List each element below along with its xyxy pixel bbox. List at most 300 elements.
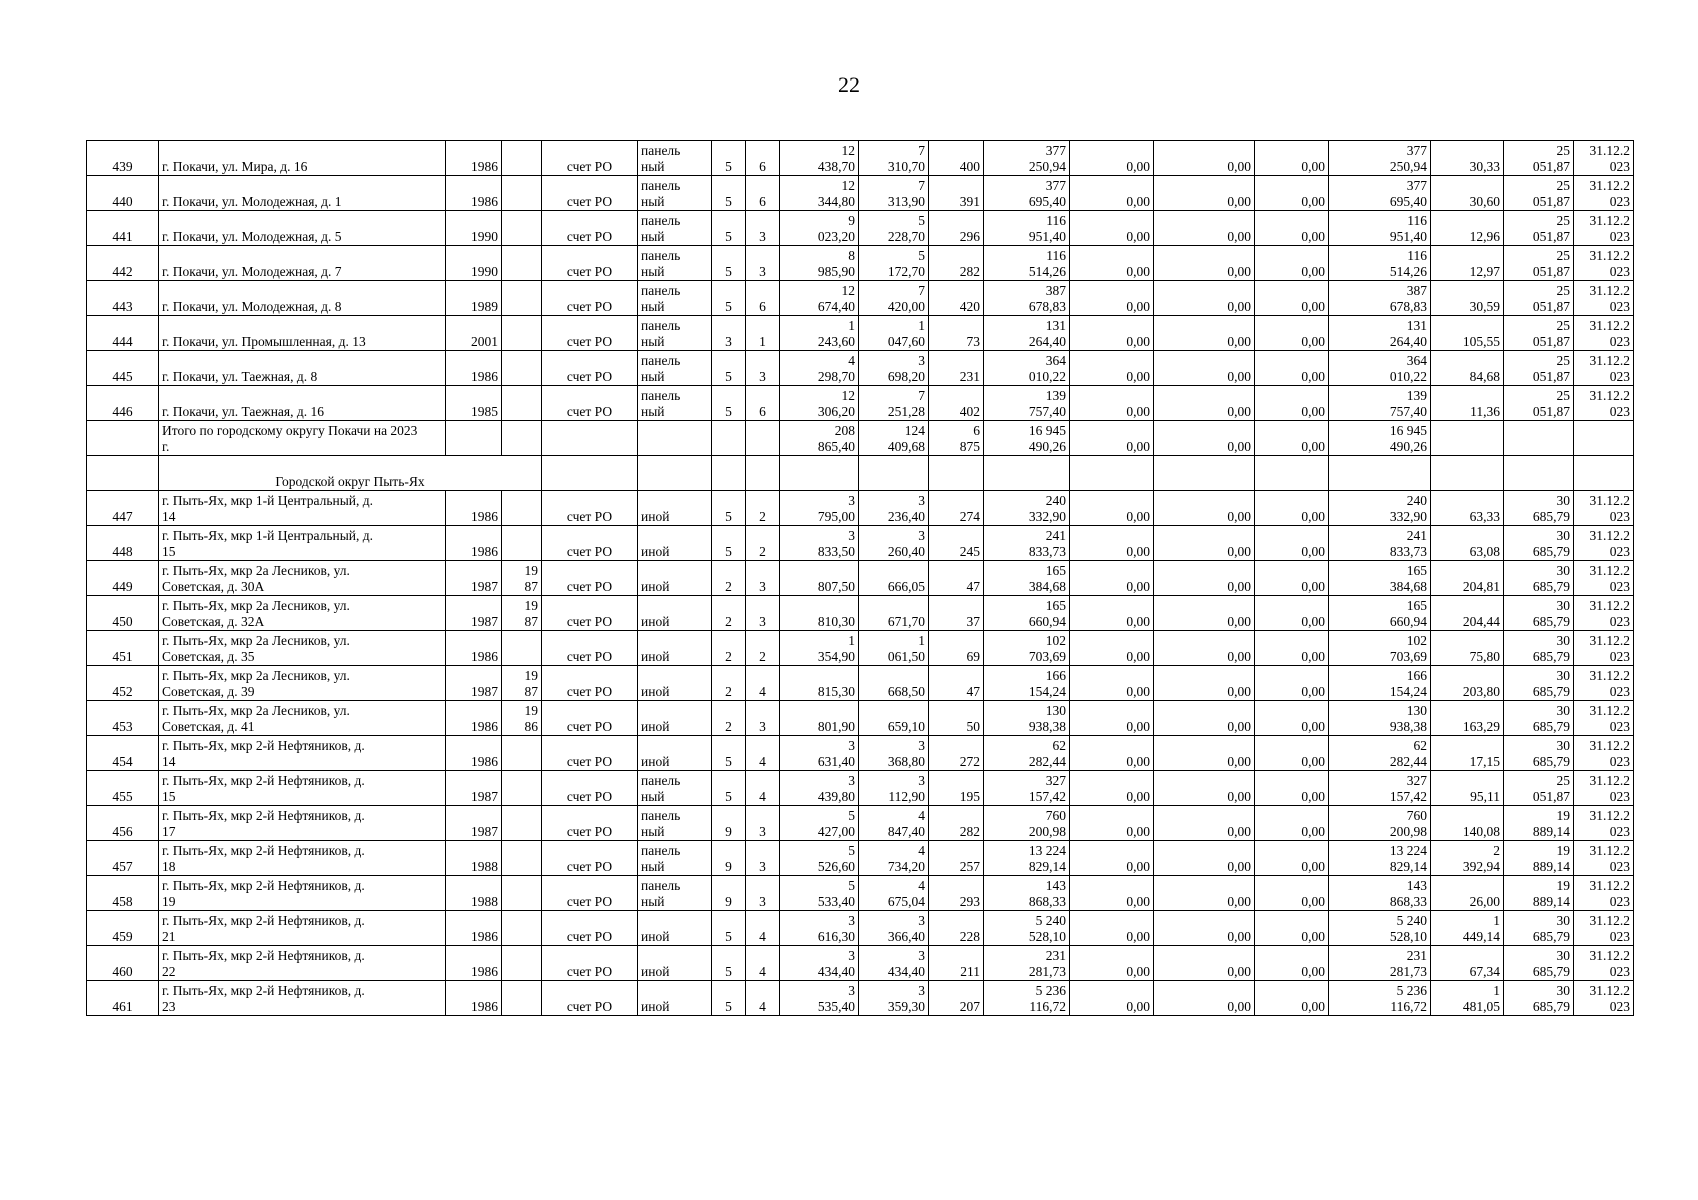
cell-owner-funds-text: 116 514,26 <box>1389 248 1427 279</box>
cell-row-number-text: 443 <box>112 299 133 314</box>
subtotal-local-funds <box>1255 421 1329 456</box>
cell-local-funds <box>1255 281 1329 316</box>
cell-address <box>159 561 446 596</box>
cell-year-commissioned <box>502 736 542 771</box>
cell-regional-funds <box>1154 911 1255 946</box>
cell-regional-funds <box>1154 561 1255 596</box>
cell-row-number-text: 441 <box>112 229 133 244</box>
cell-deadline <box>1574 736 1634 771</box>
cell-local-funds-text: 0,00 <box>1301 894 1325 909</box>
cell-entrances-text: 6 <box>759 404 766 419</box>
cell-cost-limit-text: 30 685,79 <box>1532 703 1570 734</box>
cell-cost-per-sqm-text: 204,44 <box>1462 614 1500 629</box>
cell-total-area-text: 5 526,60 <box>817 843 855 874</box>
cell-funding-method <box>542 596 638 631</box>
cell-cost-per-sqm <box>1431 841 1504 876</box>
cell-living-area-text: 3 112,90 <box>888 773 925 804</box>
cell-entrances-text: 4 <box>759 964 766 979</box>
cell-total-cost <box>984 176 1070 211</box>
cell-total-cost <box>984 561 1070 596</box>
cell-floors-text: 3 <box>725 334 732 349</box>
cell-cost-per-sqm <box>1431 316 1504 351</box>
cell-residents <box>929 491 984 526</box>
cell-year-built <box>446 631 502 666</box>
cell-empty <box>542 456 638 491</box>
cell-total-cost-text: 139 757,40 <box>1028 388 1066 419</box>
cell-address <box>159 246 446 281</box>
cell-wall-material <box>638 771 712 806</box>
cell-deadline-text: 31.12.2 023 <box>1589 493 1630 524</box>
cell-year-built <box>446 141 502 176</box>
cell-local-funds-text: 0,00 <box>1301 684 1325 699</box>
cell-owner-funds-text: 387 678,83 <box>1389 283 1427 314</box>
cell-living-area-text: 5 228,70 <box>887 213 925 244</box>
cell-regional-funds-text: 0,00 <box>1227 999 1251 1014</box>
cell-residents-text: 47 <box>966 579 980 594</box>
cell-residents-text: 293 <box>959 894 980 909</box>
cell-row-number-text: 460 <box>112 964 133 979</box>
cell-entrances <box>746 946 780 981</box>
cell-regional-funds <box>1154 736 1255 771</box>
cell-entrances <box>746 631 780 666</box>
cell-year-commissioned <box>502 561 542 596</box>
cell-floors-text: 5 <box>725 789 732 804</box>
cell-regional-funds-text: 0,00 <box>1227 509 1251 524</box>
cell-federal-funds <box>1070 316 1154 351</box>
cell-empty <box>1255 456 1329 491</box>
cell-federal-funds <box>1070 491 1154 526</box>
cell-cost-limit <box>1504 351 1574 386</box>
cell-funding-method-text: счет РО <box>566 264 613 279</box>
cell-entrances-text: 3 <box>759 894 766 909</box>
cell-funding-method <box>542 386 638 421</box>
cell-deadline-text: 31.12.2 023 <box>1589 983 1630 1014</box>
cell-federal-funds <box>1070 806 1154 841</box>
cell-year-built-text: 1989 <box>471 299 498 314</box>
cell-federal-funds <box>1070 911 1154 946</box>
cell-cost-per-sqm <box>1431 876 1504 911</box>
cell-year-built <box>446 876 502 911</box>
cell-funding-method-text: счет РО <box>566 159 613 174</box>
cell-entrances-text: 2 <box>759 509 766 524</box>
cell-cost-limit <box>1504 701 1574 736</box>
cell-regional-funds-text: 0,00 <box>1227 369 1251 384</box>
cell-address <box>159 666 446 701</box>
cell-cost-limit-text: 25 051,87 <box>1532 773 1570 804</box>
cell-floors <box>712 701 746 736</box>
cell-residents <box>929 176 984 211</box>
cell-entrances <box>746 281 780 316</box>
cell-total-area <box>780 771 859 806</box>
cell-deadline-text: 31.12.2 023 <box>1589 948 1630 979</box>
cell-wall-material-text: панель ный <box>641 878 681 909</box>
cell-federal-funds <box>1070 596 1154 631</box>
cell-cost-per-sqm-text: 67,34 <box>1469 964 1500 979</box>
cell-wall-material-text: панель ный <box>641 143 681 174</box>
cell-total-cost <box>984 211 1070 246</box>
cell-cost-limit <box>1504 491 1574 526</box>
cell-floors <box>712 316 746 351</box>
cell-total-area-text: 5 533,40 <box>817 878 855 909</box>
cell-owner-funds <box>1329 246 1431 281</box>
cell-floors-text: 2 <box>725 579 732 594</box>
cell-year-built-text: 1986 <box>471 999 498 1014</box>
page-number: 22 <box>838 72 860 97</box>
cell-total-cost <box>984 316 1070 351</box>
cell-total-area <box>780 911 859 946</box>
cell-funding-method-text: счет РО <box>566 649 613 664</box>
cell-living-area <box>859 876 929 911</box>
cell-row-number-text: 445 <box>112 369 133 384</box>
cell-cost-limit-text: 25 051,87 <box>1532 248 1570 279</box>
cell-deadline-text: 31.12.2 023 <box>1589 213 1630 244</box>
cell-year-built-text: 1986 <box>471 509 498 524</box>
cell-total-cost-text: 377 250,94 <box>1028 143 1066 174</box>
cell-local-funds-text: 0,00 <box>1301 754 1325 769</box>
cell-living-area-text: 668,50 <box>887 684 925 699</box>
cell-funding-method-text: счет РО <box>566 859 613 874</box>
cell-wall-material-text: иной <box>641 509 670 524</box>
cell-deadline <box>1574 246 1634 281</box>
cell-cost-per-sqm-text: 2 392,94 <box>1462 843 1500 874</box>
cell-federal-funds-text: 0,00 <box>1126 894 1150 909</box>
cell-year-commissioned <box>502 281 542 316</box>
cell-regional-funds <box>1154 701 1255 736</box>
cell-empty <box>1504 456 1574 491</box>
cell-wall-material <box>638 701 712 736</box>
cell-living-area <box>859 246 929 281</box>
cell-total-area <box>780 351 859 386</box>
cell-total-cost <box>984 876 1070 911</box>
cell-cost-per-sqm <box>1431 631 1504 666</box>
cell-residents-text: 69 <box>966 649 980 664</box>
cell-living-area-text: 4 675,04 <box>887 878 925 909</box>
cell-entrances-text: 3 <box>759 859 766 874</box>
cell-living-area <box>859 561 929 596</box>
cell-entrances <box>746 596 780 631</box>
cell-total-area <box>780 736 859 771</box>
cell-funding-method <box>542 981 638 1016</box>
cell-owner-funds <box>1329 666 1431 701</box>
cell-year-built <box>446 771 502 806</box>
cell-year-commissioned <box>502 876 542 911</box>
cell-funding-method <box>542 666 638 701</box>
cell-wall-material-text: панель ный <box>641 318 681 349</box>
cell-funding-method-text: счет РО <box>566 229 613 244</box>
cell-empty <box>712 421 746 456</box>
cell-cost-limit-text: 30 685,79 <box>1532 528 1570 559</box>
cell-floors <box>712 981 746 1016</box>
cell-floors <box>712 806 746 841</box>
cell-cost-per-sqm-text: 1 449,14 <box>1462 913 1500 944</box>
cell-row-number <box>87 141 159 176</box>
table-row <box>87 911 1634 946</box>
cell-deadline-text: 31.12.2 023 <box>1589 633 1630 664</box>
cell-year-built-text: 1987 <box>471 824 498 839</box>
cell-entrances-text: 4 <box>759 929 766 944</box>
cell-federal-funds-text: 0,00 <box>1126 299 1150 314</box>
cell-funding-method <box>542 176 638 211</box>
cell-cost-per-sqm <box>1431 561 1504 596</box>
cell-cost-per-sqm <box>1431 981 1504 1016</box>
cell-local-funds-text: 0,00 <box>1301 159 1325 174</box>
cell-wall-material-text: иной <box>641 544 670 559</box>
cell-funding-method <box>542 281 638 316</box>
cell-regional-funds-text: 0,00 <box>1227 964 1251 979</box>
table-row <box>87 981 1634 1016</box>
cell-local-funds-text: 0,00 <box>1301 299 1325 314</box>
cell-owner-funds-text: 143 868,33 <box>1389 878 1427 909</box>
subtotal-regional-funds <box>1154 421 1255 456</box>
cell-cost-limit <box>1504 141 1574 176</box>
cell-owner-funds <box>1329 491 1431 526</box>
cell-row-number-text: 439 <box>112 159 133 174</box>
cell-floors-text: 5 <box>725 964 732 979</box>
cell-address <box>159 771 446 806</box>
cell-cost-per-sqm <box>1431 806 1504 841</box>
cell-address <box>159 281 446 316</box>
cell-floors-text: 5 <box>725 754 732 769</box>
cell-owner-funds <box>1329 806 1431 841</box>
cell-owner-funds-text: 131 264,40 <box>1389 318 1427 349</box>
cell-regional-funds-text: 0,00 <box>1227 544 1251 559</box>
cell-total-cost-text: 131 264,40 <box>1028 318 1066 349</box>
cell-regional-funds <box>1154 351 1255 386</box>
cell-row-number <box>87 876 159 911</box>
cell-wall-material-text: панель ный <box>641 773 681 804</box>
cell-row-number <box>87 981 159 1016</box>
cell-floors-text: 9 <box>725 859 732 874</box>
cell-total-area <box>780 806 859 841</box>
cell-funding-method-text: счет РО <box>566 999 613 1014</box>
cell-federal-funds-text: 0,00 <box>1126 614 1150 629</box>
cell-living-area <box>859 596 929 631</box>
cell-residents-text: 391 <box>959 194 980 209</box>
cell-deadline-text: 31.12.2 023 <box>1589 283 1630 314</box>
table-row <box>87 946 1634 981</box>
cell-total-cost <box>984 841 1070 876</box>
cell-deadline-text: 31.12.2 023 <box>1589 773 1630 804</box>
cell-wall-material <box>638 176 712 211</box>
cell-year-commissioned <box>502 771 542 806</box>
cell-funding-method <box>542 211 638 246</box>
cell-row-number-text: 455 <box>112 789 133 804</box>
cell-living-area <box>859 211 929 246</box>
table-row <box>87 736 1634 771</box>
cell-cost-limit-text: 25 051,87 <box>1532 178 1570 209</box>
cell-living-area <box>859 736 929 771</box>
cell-residents-text: 228 <box>959 929 980 944</box>
cell-entrances <box>746 701 780 736</box>
cell-regional-funds <box>1154 876 1255 911</box>
cell-year-built <box>446 316 502 351</box>
cell-cost-per-sqm-text: 75,80 <box>1469 649 1500 664</box>
cell-total-cost-text: 377 695,40 <box>1028 178 1066 209</box>
cell-cost-limit <box>1504 386 1574 421</box>
cell-total-cost <box>984 806 1070 841</box>
cell-deadline-text: 31.12.2 023 <box>1589 843 1630 874</box>
cell-address <box>159 386 446 421</box>
cell-local-funds <box>1255 211 1329 246</box>
cell-cost-limit <box>1504 176 1574 211</box>
cell-federal-funds <box>1070 281 1154 316</box>
cell-floors <box>712 491 746 526</box>
cell-cost-limit <box>1504 211 1574 246</box>
cell-row-number <box>87 596 159 631</box>
cell-floors <box>712 246 746 281</box>
cell-year-built-text: 1986 <box>471 929 498 944</box>
cell-cost-per-sqm-text: 140,08 <box>1462 824 1500 839</box>
cell-living-area <box>859 771 929 806</box>
cell-regional-funds <box>1154 211 1255 246</box>
cell-cost-limit-text: 30 685,79 <box>1532 668 1570 699</box>
cell-address-text: г. Пыть-Ях, мкр 2-й Нефтяников, д. 23 <box>162 983 365 1014</box>
cell-row-number <box>87 806 159 841</box>
cell-row-number-text: 440 <box>112 194 133 209</box>
cell-cost-per-sqm-text: 63,08 <box>1469 544 1500 559</box>
cell-floors <box>712 631 746 666</box>
cell-year-commissioned <box>502 666 542 701</box>
cell-wall-material-text: панель ный <box>641 283 681 314</box>
cell-entrances-text: 2 <box>759 544 766 559</box>
cell-year-commissioned <box>502 211 542 246</box>
cell-row-number <box>87 561 159 596</box>
cell-floors <box>712 876 746 911</box>
cell-funding-method <box>542 141 638 176</box>
subtotal-local-funds-text: 0,00 <box>1301 439 1325 454</box>
cell-cost-limit-text: 30 685,79 <box>1532 493 1570 524</box>
cell-local-funds <box>1255 946 1329 981</box>
cell-floors-text: 5 <box>725 194 732 209</box>
cell-year-commissioned <box>502 631 542 666</box>
cell-wall-material <box>638 631 712 666</box>
cell-owner-funds-text: 139 757,40 <box>1389 388 1427 419</box>
cell-total-area <box>780 596 859 631</box>
cell-living-area-text: 659,10 <box>887 719 925 734</box>
cell-cost-limit <box>1504 316 1574 351</box>
cell-wall-material-text: панель ный <box>641 248 681 279</box>
cell-cost-per-sqm <box>1431 386 1504 421</box>
cell-regional-funds <box>1154 246 1255 281</box>
cell-owner-funds-text: 13 224 829,14 <box>1389 843 1427 874</box>
cell-total-cost-text: 116 951,40 <box>1028 213 1066 244</box>
cell-federal-funds <box>1070 701 1154 736</box>
cell-floors-text: 5 <box>725 369 732 384</box>
cell-owner-funds <box>1329 281 1431 316</box>
cell-owner-funds <box>1329 211 1431 246</box>
cell-entrances <box>746 666 780 701</box>
cell-address-text: г. Пыть-Ях, мкр 2-й Нефтяников, д. 18 <box>162 843 365 874</box>
cell-living-area <box>859 946 929 981</box>
cell-floors <box>712 176 746 211</box>
cell-year-commissioned <box>502 981 542 1016</box>
cell-year-built <box>446 666 502 701</box>
cell-year-built-text: 1988 <box>471 894 498 909</box>
cell-local-funds <box>1255 176 1329 211</box>
cell-year-built <box>446 526 502 561</box>
cell-residents-text: 211 <box>960 964 980 979</box>
cell-living-area-text: 1 047,60 <box>887 318 925 349</box>
cell-cost-per-sqm-text: 30,60 <box>1469 194 1500 209</box>
cell-address <box>159 491 446 526</box>
cell-wall-material <box>638 806 712 841</box>
cell-cost-per-sqm-text: 1 481,05 <box>1462 983 1500 1014</box>
cell-row-number-text: 452 <box>112 684 133 699</box>
table-row <box>87 141 1634 176</box>
cell-entrances <box>746 491 780 526</box>
subtotal-residents <box>929 421 984 456</box>
cell-cost-limit <box>1504 281 1574 316</box>
cell-year-built <box>446 981 502 1016</box>
cell-funding-method-text: счет РО <box>566 544 613 559</box>
cell-total-cost <box>984 386 1070 421</box>
cell-entrances <box>746 981 780 1016</box>
cell-local-funds-text: 0,00 <box>1301 264 1325 279</box>
cell-floors-text: 2 <box>725 649 732 664</box>
cell-year-built <box>446 211 502 246</box>
cell-federal-funds-text: 0,00 <box>1126 929 1150 944</box>
cell-living-area-text: 671,70 <box>887 614 925 629</box>
cell-year-commissioned-text: 19 87 <box>524 598 538 629</box>
cell-funding-method-text: счет РО <box>566 754 613 769</box>
cell-residents <box>929 841 984 876</box>
cell-cost-limit <box>1504 561 1574 596</box>
cell-living-area-text: 3 698,20 <box>887 353 925 384</box>
cell-deadline <box>1574 876 1634 911</box>
cell-local-funds <box>1255 806 1329 841</box>
cell-cost-limit-text: 30 685,79 <box>1532 913 1570 944</box>
cell-federal-funds-text: 0,00 <box>1126 754 1150 769</box>
cell-total-area <box>780 246 859 281</box>
table-row <box>87 631 1634 666</box>
table-row <box>87 771 1634 806</box>
cell-funding-method <box>542 561 638 596</box>
cell-year-commissioned <box>502 246 542 281</box>
cell-regional-funds-text: 0,00 <box>1227 614 1251 629</box>
cell-regional-funds-text: 0,00 <box>1227 194 1251 209</box>
cell-deadline-text: 31.12.2 023 <box>1589 143 1630 174</box>
cell-floors-text: 2 <box>725 684 732 699</box>
cell-cost-limit <box>1504 841 1574 876</box>
cell-deadline <box>1574 351 1634 386</box>
cell-funding-method-text: счет РО <box>566 684 613 699</box>
cell-owner-funds-text: 166 154,24 <box>1389 668 1427 699</box>
cell-address-text: г. Покачи, ул. Таежная, д. 8 <box>162 369 318 384</box>
cell-address-text: г. Пыть-Ях, мкр 2-й Нефтяников, д. 22 <box>162 948 365 979</box>
cell-total-area-text: 3 434,40 <box>817 948 855 979</box>
cell-year-built-text: 1988 <box>471 859 498 874</box>
cell-empty <box>746 456 780 491</box>
table-row <box>87 491 1634 526</box>
cell-deadline-text: 31.12.2 023 <box>1589 563 1630 594</box>
cell-cost-per-sqm-text: 63,33 <box>1469 509 1500 524</box>
cell-owner-funds <box>1329 911 1431 946</box>
cell-living-area <box>859 841 929 876</box>
cell-local-funds <box>1255 526 1329 561</box>
cell-entrances <box>746 806 780 841</box>
cell-funding-method-text: счет РО <box>566 824 613 839</box>
cell-cost-per-sqm-text: 11,36 <box>1470 404 1500 419</box>
cell-owner-funds <box>1329 386 1431 421</box>
cell-year-commissioned <box>502 946 542 981</box>
cell-empty <box>1574 456 1634 491</box>
cell-address <box>159 211 446 246</box>
cell-row-number-text: 461 <box>112 999 133 1014</box>
cell-address <box>159 876 446 911</box>
cell-total-cost-text: 231 281,73 <box>1028 948 1066 979</box>
cell-residents <box>929 561 984 596</box>
cell-cost-limit-text: 30 685,79 <box>1532 633 1570 664</box>
